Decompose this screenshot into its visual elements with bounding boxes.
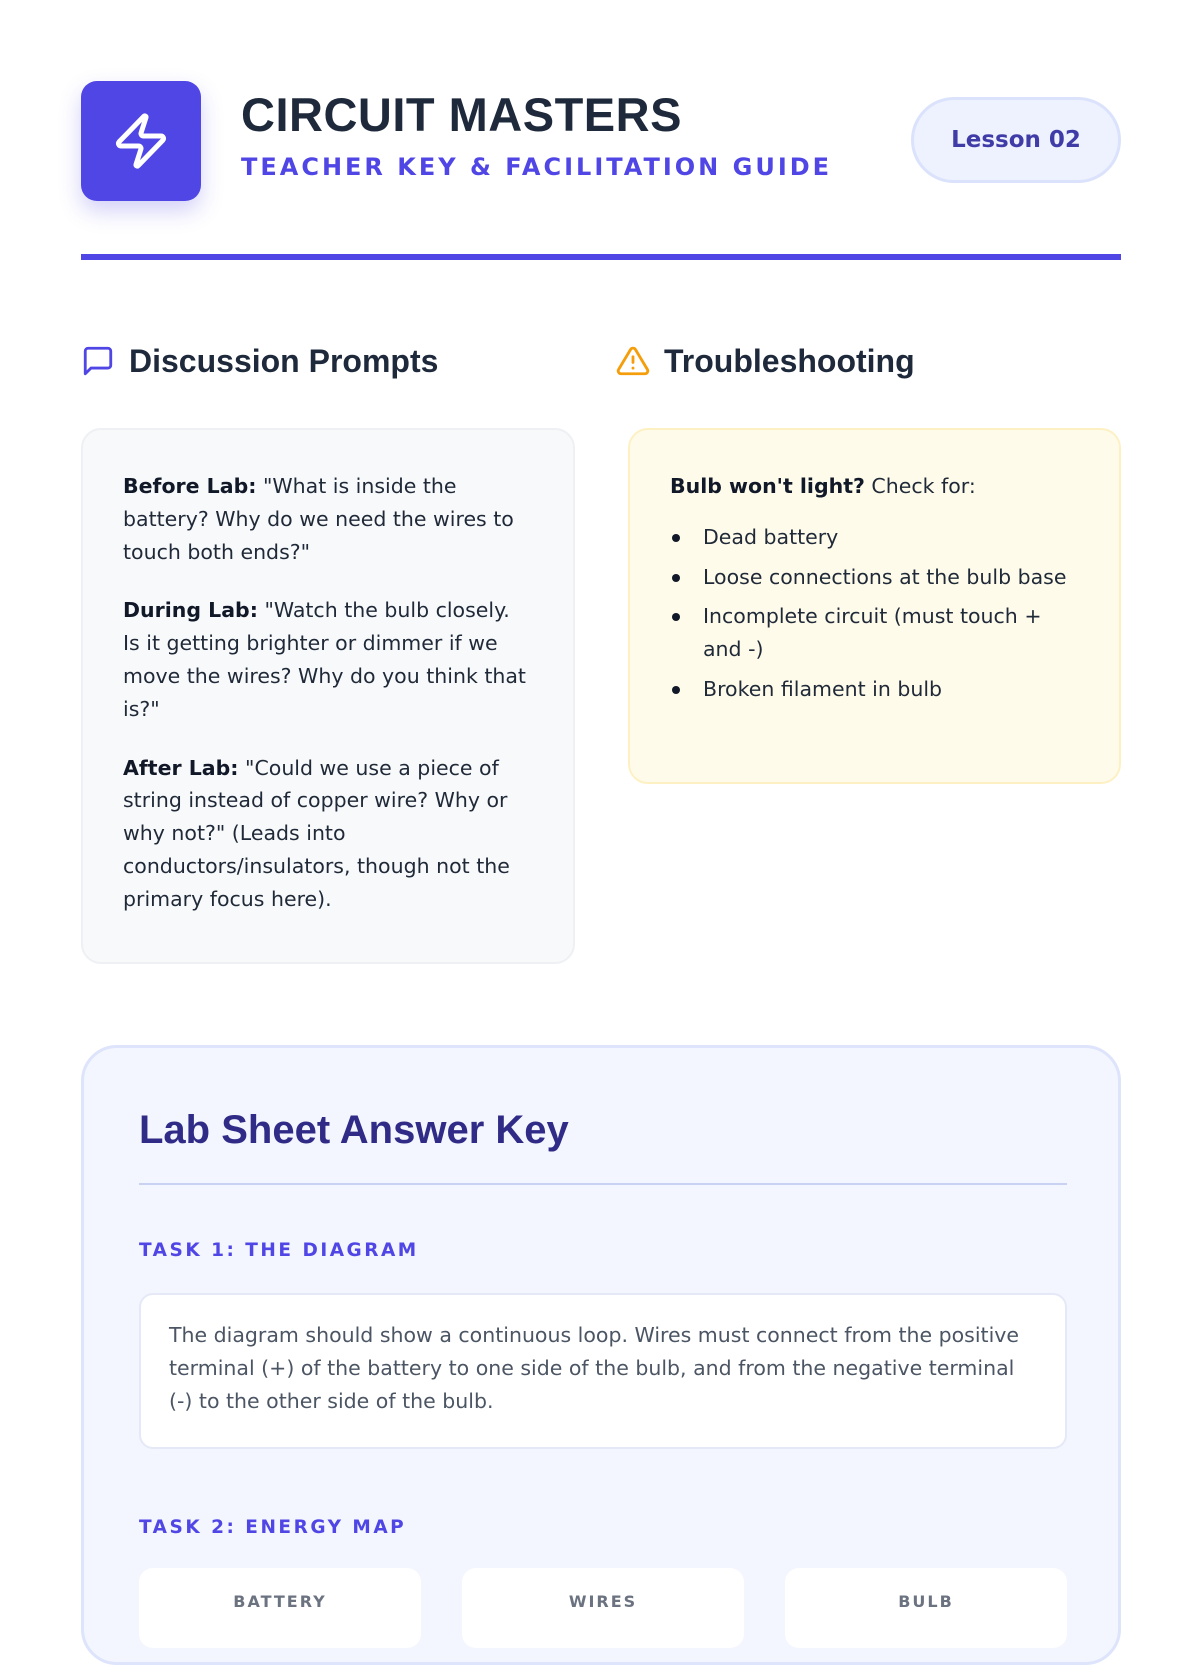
prompt-after-lab [123, 752, 533, 916]
answer-key-panel [81, 1045, 1121, 1665]
discussion-prompts-card [81, 428, 575, 964]
list-item: Loose connections at the bulb base [670, 561, 1079, 594]
energy-map-row [139, 1568, 1067, 1648]
list-item: Dead battery [670, 521, 1079, 554]
prompt-label: Before Lab: [123, 474, 257, 498]
troubleshooting-lead-bold: Bulb won't light? [670, 474, 865, 498]
prompt-label: After Lab: [123, 755, 239, 780]
chat-bubble-icon [81, 344, 115, 378]
troubleshooting-heading-text: Troubleshooting [664, 343, 915, 379]
troubleshooting-list [670, 521, 1079, 706]
task1-answer: The diagram should show a continuous loop. Wires must connect from the positive terminal (+) of the battery to one side of the bulb, and from the negative terminal (-) to the other side of the bulb. [139, 1293, 1067, 1449]
discussion-heading [81, 342, 438, 380]
prompt-during-lab [123, 594, 533, 725]
lesson-badge: Lesson 02 [911, 97, 1121, 183]
discussion-heading-text: Discussion Prompts [129, 343, 439, 379]
warning-triangle-icon [616, 344, 650, 378]
answer-key-divider [139, 1183, 1067, 1185]
list-item: Incomplete circuit (must touch + and -) [670, 600, 1079, 666]
lightning-bolt-icon [111, 111, 171, 171]
troubleshooting-lead [670, 470, 1079, 503]
troubleshooting-card [628, 428, 1121, 784]
troubleshooting-heading [616, 342, 915, 380]
list-item: Broken filament in bulb [670, 673, 1079, 706]
energy-card-bulb: BULB [785, 1568, 1067, 1648]
task2-label: TASK 2: ENERGY MAP [139, 1517, 407, 1538]
header [81, 81, 1121, 201]
prompt-text: "What is inside the battery? Why do we need the wires to touch both ends?" [123, 474, 514, 564]
energy-card-wires: WIRES [462, 1568, 744, 1648]
prompt-text: "Watch the bulb closely. Is it getting brighter or dimmer if we move the wires? Why do you think that is?" [123, 598, 526, 721]
prompt-text: "Could we use a piece of string instead of copper wire? Why or why not?" (Leads into conductors/insulators, though not the primary focus here). [123, 755, 510, 911]
header-divider [81, 254, 1121, 260]
prompt-before-lab [123, 470, 533, 568]
task1-label: TASK 1: THE DIAGRAM [139, 1240, 419, 1261]
logo [81, 81, 201, 201]
page-title: CIRCUIT MASTERS [241, 88, 682, 141]
prompt-label: During Lab: [123, 598, 258, 623]
energy-card-battery: BATTERY [139, 1568, 421, 1648]
troubleshooting-lead-text: Check for: [864, 474, 976, 498]
answer-key-title: Lab Sheet Answer Key [139, 1108, 569, 1152]
page-subtitle: TEACHER KEY & FACILITATION GUIDE [241, 153, 833, 181]
